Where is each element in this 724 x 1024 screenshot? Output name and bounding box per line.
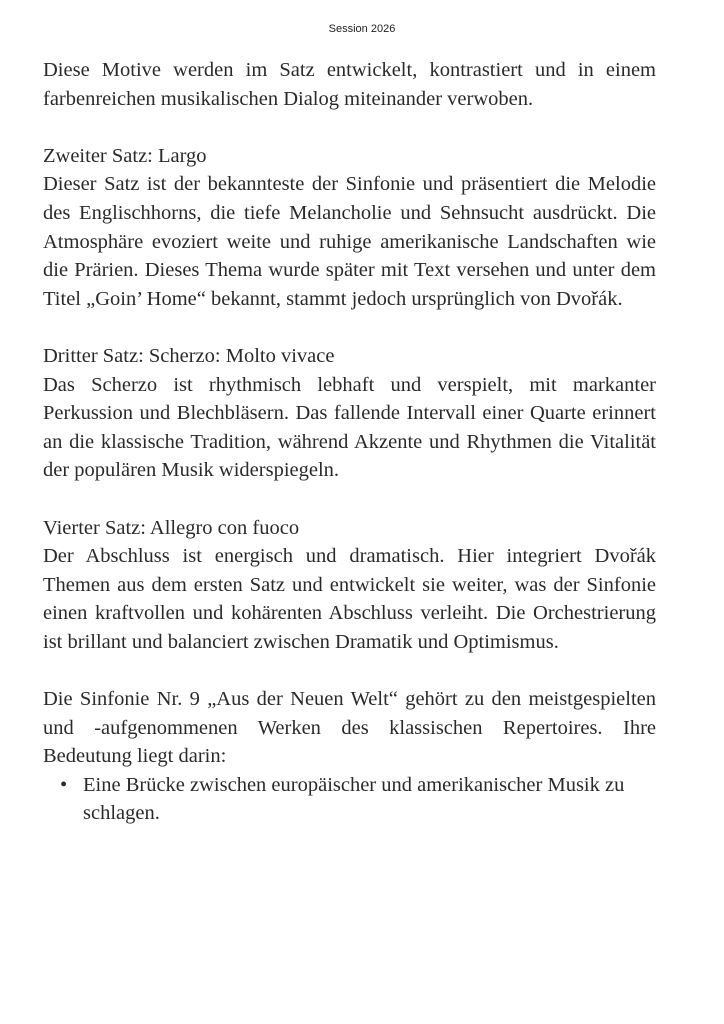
intro-paragraph: Diese Motive werden im Satz entwickelt, kontrastiert und in einem farbenreichen musikalischen Dialog miteinander verwoben.: [43, 59, 656, 110]
bullet-icon: •: [60, 773, 68, 796]
section-second-movement: [43, 142, 656, 314]
section-body: Das Scherzo ist rhythmisch lebhaft und verspielt, mit markanter Perkussion und Blechbläsern. Das fallende Intervall einer Quarte erinnert an die klassische Tradition, während Akzente und Rhythmen die Vitalität der populären Musik widerspiegeln.: [43, 373, 656, 482]
section-fourth-movement: [43, 514, 656, 657]
conclusion-paragraph: Die Sinfonie Nr. 9 „Aus der Neuen Welt“ gehört zu den meistgespielten und -aufgenommenen Werken des klassischen Repertoires. Ihre Bedeutung liegt darin:: [43, 688, 656, 768]
list-item-text: Eine Brücke zwischen europäischer und amerikanischer Musik zu schlagen.: [83, 773, 625, 825]
section-heading: Dritter Satz: Scherzo: Molto vivace: [43, 344, 335, 367]
page-header: Session 2026: [328, 23, 396, 35]
section-heading: Vierter Satz: Allegro con fuoco: [43, 516, 300, 539]
section-heading: Zweiter Satz: Largo: [43, 144, 207, 167]
section-third-movement: [43, 342, 656, 485]
section-conclusion: [43, 685, 656, 828]
section-body: Der Abschluss ist energisch und dramatisch. Hier integriert Dvořák Themen aus dem ersten Satz und entwickelt sie weiter, was der Sinfonie einen kraftvollen und kohärenten Abschluss verleiht. Die Orchestrierung ist brillant und balanciert zwischen Dramatik und Optimismus.: [43, 545, 656, 653]
spacer: [43, 113, 656, 142]
spacer: [43, 485, 656, 514]
spacer: [43, 656, 656, 685]
significance-list: [43, 771, 656, 828]
document-body: [43, 56, 656, 828]
section-body: Dieser Satz ist der bekannteste der Sinfonie und präsentiert die Melodie des Englischhorns, die tiefe Melancholie und Sehnsucht ausdrückt. Die Atmosphäre evoziert weite und ruhige amerikanische Landschaften wie die Prärien. Dieses Thema wurde später mit Text versehen und unter dem Titel „Goin’ Home“ bekannt, stammt jedoch ursprünglich von Dvořák.: [43, 173, 656, 310]
spacer: [43, 313, 656, 342]
list-item: [43, 771, 656, 828]
